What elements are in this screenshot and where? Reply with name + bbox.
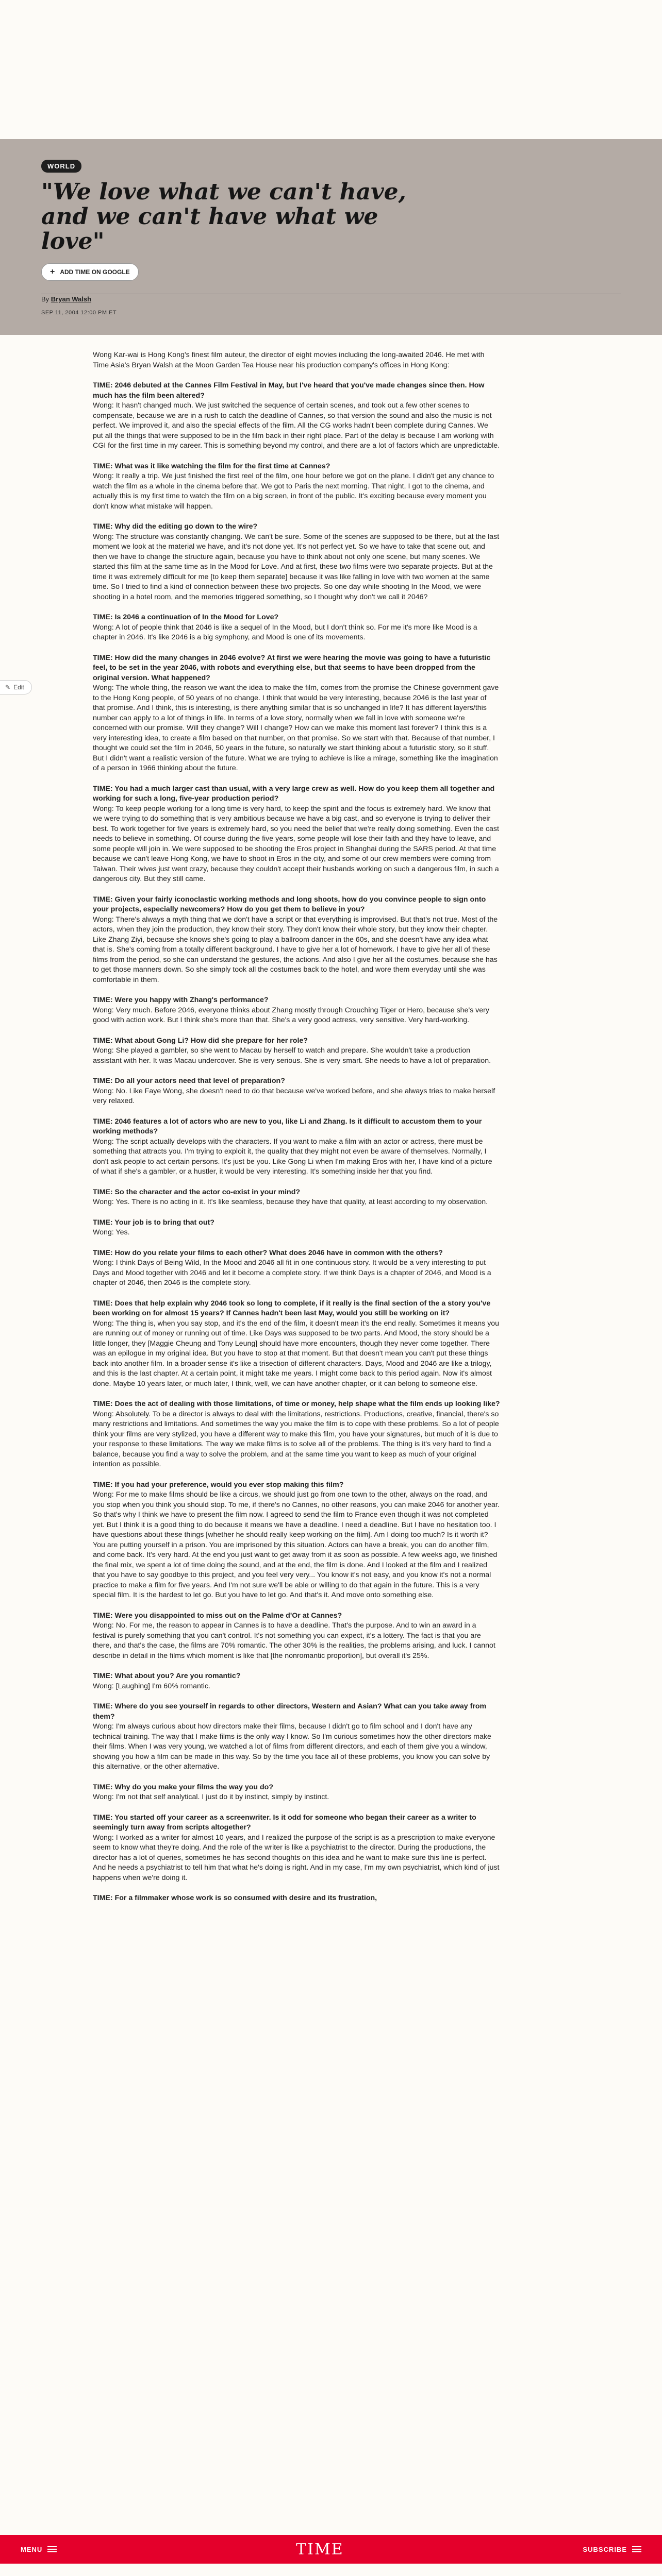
pencil-icon: ✎ <box>5 684 11 691</box>
time-logo[interactable]: TIME <box>296 2540 344 2558</box>
interview-answer: Wong: Very much. Before 2046, everyone thinks about Zhang mostly through Crouching Tiger or Hero, because she's very good with action work. But I think she's more than that. She's a very good actress, very sensitive. Very hard-working. <box>93 1006 489 1024</box>
hamburger-icon <box>632 2545 641 2554</box>
edit-label: Edit <box>13 684 24 691</box>
interview-question: TIME: You started off your career as a screenwriter. Is it odd for someone who began their career as a writer to seemingly turn away from scripts altogether? <box>93 1813 476 1832</box>
article-paragraph <box>93 1248 500 1289</box>
article-paragraph <box>93 1218 500 1238</box>
interview-question: TIME: 2046 debuted at the Cannes Film Festival in May, but I've heard that you've made changes since then. How much has the film been altered? <box>93 381 485 400</box>
interview-question: TIME: If you had your preference, would you ever stop making this film? <box>93 1480 344 1489</box>
article-hero <box>0 139 662 335</box>
interview-answer: Wong: Yes. There is no acting in it. It's like seamless, because they have that quality, at least according to my observation. <box>93 1198 488 1206</box>
interview-answer: Wong: [Laughing] I'm 60% romantic. <box>93 1682 210 1690</box>
article-paragraph <box>93 995 500 1026</box>
hero-content <box>41 160 433 303</box>
plus-icon: + <box>50 267 55 276</box>
interview-question: TIME: How did the many changes in 2046 evolve? At first we were hearing the movie was going to have a futuristic feel, to be set in the year 2046, with robots and everything else, but that seems to have been dropped from the original version. What happened? <box>93 653 491 682</box>
article-paragraph <box>93 350 500 370</box>
article-paragraph <box>93 895 500 986</box>
interview-answer: Wong: I'm always curious about how directors make their films, because I didn't go to film school and I don't have any technical training. The way that I make films is the only way I know. So I'm curious sometimes how the other directors make their films. When I was very young, we watched a lot of films from different directors, and each of them give you a window, showing you how a film can be made in this way. So by the time you face all of these problems, you know you can solve by this alternative, or the other alternative. <box>93 1722 491 1771</box>
article-headline: "We love what we can't have, and we can't have what we love" <box>41 179 406 255</box>
interview-question: TIME: What about Gong Li? How did she prepare for her role? <box>93 1036 308 1045</box>
add-time-on-google-button[interactable] <box>41 263 139 281</box>
article-body <box>93 350 500 1914</box>
interview-answer: Wong: No. Like Faye Wong, she doesn't need to do that because we've worked before, and she always tries to make herself very relaxed. <box>93 1087 495 1105</box>
interview-question: TIME: Your job is to bring that out? <box>93 1218 214 1227</box>
article-paragraph <box>93 381 500 451</box>
article-paragraph <box>93 1893 500 1904</box>
article-paragraph <box>93 1611 500 1662</box>
article-paragraph <box>93 653 500 774</box>
sticky-nav-bar <box>0 2535 662 2564</box>
article-paragraph <box>93 1076 500 1107</box>
interview-question: TIME: What about you? Are you romantic? <box>93 1672 241 1680</box>
subscribe-label: SUBSCRIBE <box>583 2545 627 2553</box>
interview-answer: Wong: She played a gambler, so she went to Macau by herself to watch and prepare. She wouldn't take a production assistant with her. It was Macau undercover. She is very serious. She is very smart. She needs to have a lot of preparation. <box>93 1046 491 1065</box>
author-link[interactable]: Bryan Walsh <box>51 295 92 303</box>
article-paragraph <box>93 462 500 512</box>
article-paragraph <box>93 784 500 885</box>
interview-question: TIME: Were you happy with Zhang's performance? <box>93 996 269 1004</box>
byline-prefix: By <box>41 295 49 303</box>
interview-answer: Wong: No. For me, the reason to appear in Cannes is to have a deadline. That's the purpose. And to win an award in a festival is purely something that you can't control. It's not something you can expect, it's a lottery. The fact is that you are there, and that's the case, the films are 70% romantic. The other 30% is the realities, the problems arising, and luck. I cannot describe in detail in the films which moment is like that [the nonromantic proportion], but overall it's 25%. <box>93 1621 495 1660</box>
interview-question: TIME: Why do you make your films the way you do? <box>93 1783 273 1791</box>
interview-question: TIME: 2046 features a lot of actors who are new to you, like Li and Zhang. Is it difficult to accustom them to your working methods? <box>93 1117 482 1136</box>
interview-answer: Wong: There's always a myth thing that we don't have a script or that everything is improvised. But that's not true. Most of the actors, when they join the production, they know their story. They don't know their whole story, but they know their chapter. Like Zhang Ziyi, because she knows she's going to play a ballroom dancer in the 60s, and she doesn't have any idea what that is. She's coming from a totally different background. I have to give her a lot of homework. I have to give her all of these films from the period, so she can understand the gestures, the actions. And also I give her all the costumes, because she has to get those manners down. So she simply took all the costumes back to the hotel, and wore them everyday until she was comfortable in them. <box>93 915 498 984</box>
interview-question: TIME: Does that help explain why 2046 took so long to complete, if it really is the final section of the a story you've been working on for almost 15 years? If Cannes hadn't been last May, would you still be working on it? <box>93 1299 491 1317</box>
interview-question: TIME: How do you relate your films to each other? What does 2046 have in common with the others? <box>93 1248 443 1257</box>
interview-question: TIME: Does the act of dealing with those limitations, of time or money, help shape what the film ends up looking like? <box>93 1400 500 1408</box>
interview-answer: Wong: Absolutely. To be a director is always to deal with the limitations, restrictions. Productions, creative, financial, there's so many restrictions and limitations. And sometimes the way you make the film is to cope with these problems. So a lot of people think your films are very stylized, you have a different way to make this film, you have your signatures, but much of it is due to your response to these limitations. The way we make films is to solve all of the problems. The thing is it's very hard to find a balance, because you find a way to solve the problem, and at the same time you want to keep as much of your original intention as possible. <box>93 1410 499 1468</box>
subscribe-button[interactable] <box>583 2545 641 2554</box>
interview-answer: Wong: A lot of people think that 2046 is like a sequel of In the Mood, but I don't think so. For me it's more like Mood is a chapter in 2046. It's like 2046 is a big symphony, and Mood is one of its movements. <box>93 623 477 641</box>
add-google-label: ADD TIME ON GOOGLE <box>60 268 130 276</box>
interview-answer: Wong: The structure was constantly changing. We can't be sure. Some of the scenes are supposed to be there, but at the last moment we look at the material we have, and it's not done yet. It's not perfect yet. So we have to take that scene out, and then we have to change the structure again, because you have to think about not only one scene, but many scenes. We started this film at the same time as In the Mood for Love. And at first, these two films were two separate projects. But at the time it was extremely difficult for me [to keep them separate] because it was like falling in love with two women at the same time. So I tried to find a kind of connection between these two projects. So one day while shooting In the Mood, we were shooting in a hotel room, and the memories triggered something, so I thought why don't we call it 2046? <box>93 532 500 601</box>
article-paragraph <box>93 1813 500 1884</box>
interview-question: TIME: What was it like watching the film for the first time at Cannes? <box>93 462 330 470</box>
edit-tab[interactable] <box>0 680 32 694</box>
interview-question: TIME: Where do you see yourself in regards to other directors, Western and Asian? What can you take away from them? <box>93 1702 487 1721</box>
article-paragraph <box>93 1671 500 1691</box>
hamburger-icon <box>47 2545 57 2554</box>
menu-label: MENU <box>21 2545 43 2553</box>
publish-timestamp: SEP 11, 2004 12:00 PM ET <box>41 310 117 316</box>
interview-answer: Wong: It hasn't changed much. We just switched the sequence of certain scenes, and took out a few other scenes to compensate, because we are in a rush to catch the deadline of Cannes, so that version the sound and also the music is not perfect. We improved it, and also the special effects of the film. All the CG works hadn't been complete during Cannes. We put all the things that were supposed to be in the film back in their right place. Part of the delay is because I am working with CGI for the first time in my career. This is something beyond my control, and there are a lot of factors which are unpredictable. <box>93 401 500 450</box>
section-kicker[interactable]: WORLD <box>41 160 81 173</box>
interview-question: TIME: Why did the editing go down to the wire? <box>93 522 258 531</box>
article-paragraph <box>93 1117 500 1177</box>
article-paragraph <box>93 1702 500 1772</box>
interview-answer: Wong: Yes. <box>93 1228 130 1236</box>
article-paragraph <box>93 1188 500 1208</box>
article-paragraph <box>93 1783 500 1803</box>
interview-question: TIME: Were you disappointed to miss out on the Palme d'Or at Cannes? <box>93 1611 342 1620</box>
interview-answer: Wong: The script actually develops with the characters. If you want to make a film with an actor or actress, there must be something that attracts you. I'm trying to exploit it, the quality that they might not even be aware of themselves. Normally, I don't ask people to act certain persons. It's just be you. Like Gong Li when I'm making Eros with her, I have kind of a picture of what if she's a gambler, or a hustler, it would be very interesting. It's something inside her that you find. <box>93 1137 492 1176</box>
interview-answer: Wong: The thing is, when you say stop, and it's the end of the film, it doesn't mean it's the end really. Sometimes it means you are running out of money or running out of time. Like Days was supposed to be two parts. And Mood, the story should be a little longer, they [Maggie Cheung and Tony Leung] should have more encounters, though they never come together. There was an epilogue in my original idea. But you have to stop at that moment. But that doesn't mean you can't put these things back into another film. In a broader sense it's like a trisection of different characters. Days, Mood and 2046 are like a trilogy, and this is the last chapter. At a certain point, it might take me years. I might come back to this period again. Now it's almost done. Maybe 10 years later, or much later, I think, well, we can have another chapter, or it can belong to someone else. <box>93 1319 500 1388</box>
interview-answer: Wong: The whole thing, the reason we want the idea to make the film, comes from the promise the Chinese government gave to the Hong Kong people, of 50 years of no change. I think that would be very interesting, because 2046 is the last year of that promise. And I think, this is interesting, is there anything similar that is so unchanged in life? It has different layers/this number can apply to a lot of things in life. In terms of a love story, normally when we fall in love with someone we're concerned with our promise. Will they change? Will I change? How can we make this moment last forever? I think this is a very interesting idea, to create a film based on that number, on that promise. So we start with that. Because of that number, I thought we could set the film in 2046, 50 years in the future, so naturally we start thinking about a futuristic story, so it stuff. But I didn't want a realistic version of the future. What we are trying to achieve is like a mirage, something like the imagination of a person in 1966 thinking about the future. <box>93 684 499 772</box>
interview-answer: Wong Kar-wai is Hong Kong's finest film auteur, the director of eight movies including the long-awaited 2046. He met with Time Asia's Bryan Walsh at the Moon Garden Tea House near his production company's offices in Hong Kong: <box>93 351 485 369</box>
menu-button[interactable] <box>21 2545 57 2554</box>
interview-question: TIME: Is 2046 a continuation of In the Mood for Love? <box>93 613 279 621</box>
interview-question: TIME: Given your fairly iconoclastic working methods and long shoots, how do you convince people to sign onto your projects, especially newcomers? How do you get them to believe in you? <box>93 895 486 913</box>
article-paragraph <box>93 1399 500 1470</box>
interview-answer: Wong: I'm not that self analytical. I just do it by instinct, simply by instinct. <box>93 1793 329 1801</box>
article-paragraph <box>93 522 500 602</box>
timestamp-row <box>41 294 621 316</box>
interview-question: TIME: So the character and the actor co-exist in your mind? <box>93 1188 301 1196</box>
interview-answer: Wong: It really a trip. We just finished the first reel of the film, one hour before we got on the plane. I didn't get any chance to watch the film as a whole in the cinema before that. We got to Paris the next morning. That night, I got to the cinema, and actually this is my first time to watch the film on a big screen, in front of the public. It's exciting because every moment you don't know what mistake will happen. <box>93 472 494 511</box>
interview-answer: Wong: To keep people working for a long time is very hard, to keep the spirit and the focus is extremely hard. We know that we were trying to do something that is very ambitious because we have a big cast, and so everyone is trying to deliver their best. To work together for five years is extremely hard, so you need the belief that we're really doing something. Even the cast needs to believe in something. Of course during the five years, some people will lose their faith and they have to leave, and some people will join in. We were supposed to be shooting the Eros project in Shanghai during the SARS period. At that time because we can't leave Hong Kong, we have to shoot in Eros in the city, and some of our crew members were coming from Taiwan. Their wives just went crazy, because they couldn't accept their husbands working on such a dangerous film, in such a dangerous city. But they still came. <box>93 804 499 883</box>
interview-question: TIME: You had a much larger cast than usual, with a very large crew as well. How do you keep them all together and working for such a long, five-year production period? <box>93 784 495 803</box>
interview-answer: Wong: I think Days of Being Wild, In the Mood and 2046 all fit in one continuous story. It would be a very interesting to put Days and Mood together with 2046 and let it become a complete story. If we think Days is a chapter of 2046, and Mood is a chapter of 2046, then 2046 is the complete story. <box>93 1259 491 1287</box>
interview-answer: Wong: For me to make films should be like a circus, we should just go from one town to the other, always on the road, and you stop when you think you should stop. To me, if there's no Cannes, no other reasons, you can make 2046 for another year. So that's why I think we have to present the film now. I agreed to send the film to France even though it was not completed yet. But I think it is a good thing to do because it means we have a deadline. I need a deadline. But I have no hesitation too. I have questions about these things [whether he should really keep working on the film]. Am I doing too much? Is it worth it? You are putting yourself in a prison. You are imprisoned by this situation. Actors can have a break, you can do another film, and come back. It's very hard. At the end you just want to get away from it as soon as possible. A few weeks ago, we finished the final mix, we spent a lot of time doing the sound, and at the end, the film is done. And I looked at the film and I realized that you have to say goodbye to this project, and you feel very very... You know it's not easy, and you know it's not a normal practice to make a film for five years. And I'm not sure we'll be able or willing to do that again in the future. This is a very special film. It is the hardest to let go. But you have to let go. And that's it. And move onto something else. <box>93 1490 500 1599</box>
interview-answer: Wong: I worked as a writer for almost 10 years, and I realized the purpose of the script is as a prescription to make everyone seem to know what they're doing. And the role of the writer is like a psychiatrist to the director. During the productions, the director has a lot of queries, sometimes he has second thoughts on this idea and he want to make sure this line is perfect. And he needs a psychiatrist to tell him that what he's doing is right. And in my case, I'm my own psychiatrist, which kind of just happens when we're doing it. <box>93 1833 500 1882</box>
interview-question: TIME: Do all your actors need that level of preparation? <box>93 1077 285 1085</box>
article-paragraph <box>93 613 500 643</box>
article-paragraph <box>93 1036 500 1066</box>
article-paragraph <box>93 1480 500 1601</box>
top-whitespace <box>0 0 662 139</box>
interview-question: TIME: For a filmmaker whose work is so consumed with desire and its frustration, <box>93 1894 377 1902</box>
article-paragraph <box>93 1299 500 1389</box>
